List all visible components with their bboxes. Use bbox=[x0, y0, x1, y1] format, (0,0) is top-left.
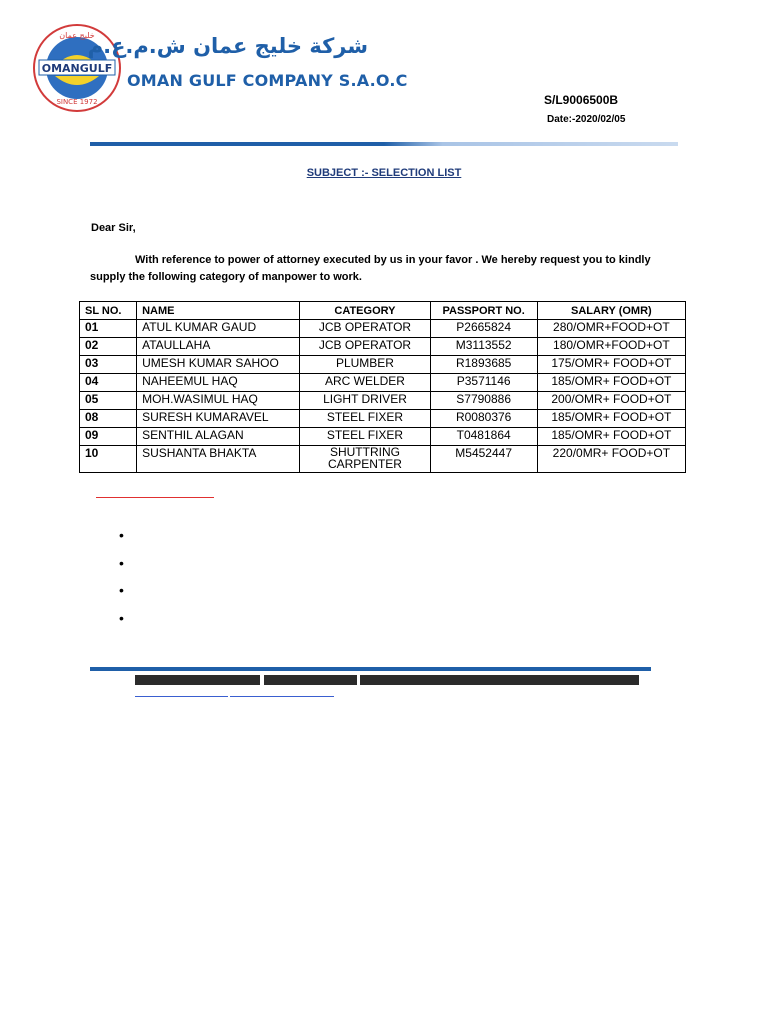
table-header-row bbox=[80, 302, 686, 320]
table-row bbox=[80, 428, 686, 446]
cell-salary: 185/OMR+ FOOD+OT bbox=[537, 410, 685, 428]
company-name-arabic: شركة خليج عمان ش.م.ع.م bbox=[87, 34, 368, 58]
svg-text:خليج عمان: خليج عمان bbox=[59, 31, 95, 40]
bullet-point: • bbox=[119, 527, 124, 543]
cell-salary: 220/0MR+ FOOD+OT bbox=[537, 446, 685, 473]
cell-name: SENTHIL ALAGAN bbox=[137, 428, 300, 446]
cell-passport: M5452447 bbox=[430, 446, 537, 473]
cell-salary: 280/OMR+FOOD+OT bbox=[537, 320, 685, 338]
header-sl-no: SL NO. bbox=[80, 302, 137, 320]
footer-divider bbox=[90, 667, 651, 671]
cell-name: SUSHANTA BHAKTA bbox=[137, 446, 300, 473]
table-row bbox=[80, 446, 686, 473]
cell-category: ARC WELDER bbox=[300, 374, 430, 392]
cell-sl-no: 02 bbox=[80, 338, 137, 356]
cell-sl-no: 09 bbox=[80, 428, 137, 446]
bullet-point: • bbox=[119, 610, 124, 626]
cell-passport: M3113552 bbox=[430, 338, 537, 356]
cell-category: JCB OPERATOR bbox=[300, 320, 430, 338]
cell-salary: 200/OMR+ FOOD+OT bbox=[537, 392, 685, 410]
cell-name: ATAULLAHA bbox=[137, 338, 300, 356]
cell-category: STEEL FIXER bbox=[300, 410, 430, 428]
redacted-text-block bbox=[360, 675, 639, 685]
cell-passport: R0080376 bbox=[430, 410, 537, 428]
cell-passport: P2665824 bbox=[430, 320, 537, 338]
redacted-text-block bbox=[135, 675, 260, 685]
cell-category: LIGHT DRIVER bbox=[300, 392, 430, 410]
redacted-text-block bbox=[264, 675, 357, 685]
redacted-link[interactable] bbox=[135, 696, 228, 697]
cell-name: NAHEEMUL HAQ bbox=[137, 374, 300, 392]
cell-salary: 185/OMR+ FOOD+OT bbox=[537, 374, 685, 392]
cell-sl-no: 01 bbox=[80, 320, 137, 338]
table-row bbox=[80, 392, 686, 410]
header-divider bbox=[90, 142, 678, 146]
cell-name: UMESH KUMAR SAHOO bbox=[137, 356, 300, 374]
cell-sl-no: 10 bbox=[80, 446, 137, 473]
bullet-point: • bbox=[119, 582, 124, 598]
cell-passport: P3571146 bbox=[430, 374, 537, 392]
document-date: Date:-2020/02/05 bbox=[547, 114, 626, 125]
body-paragraph-text: With reference to power of attorney executed by us in your favor . We hereby request you to kindly supply the following category of manpower to work. bbox=[90, 254, 651, 283]
salutation: Dear Sir, bbox=[91, 222, 136, 234]
table-row bbox=[80, 374, 686, 392]
table-row bbox=[80, 356, 686, 374]
header-name: NAME bbox=[137, 302, 300, 320]
company-name-english: OMAN GULF COMPANY S.A.O.C bbox=[127, 71, 408, 90]
cell-category: JCB OPERATOR bbox=[300, 338, 430, 356]
header-category: CATEGORY bbox=[300, 302, 430, 320]
cell-sl-no: 05 bbox=[80, 392, 137, 410]
cell-category: SHUTTRING CARPENTER bbox=[300, 446, 430, 473]
bullet-point: • bbox=[119, 555, 124, 571]
cell-salary: 185/OMR+ FOOD+OT bbox=[537, 428, 685, 446]
table-row bbox=[80, 320, 686, 338]
selection-table bbox=[79, 301, 686, 473]
cell-sl-no: 04 bbox=[80, 374, 137, 392]
cell-salary: 175/OMR+ FOOD+OT bbox=[537, 356, 685, 374]
cell-passport: T0481864 bbox=[430, 428, 537, 446]
redacted-link[interactable] bbox=[230, 696, 334, 697]
cell-passport: S7790886 bbox=[430, 392, 537, 410]
cell-passport: R1893685 bbox=[430, 356, 537, 374]
svg-text:SINCE 1972: SINCE 1972 bbox=[56, 98, 98, 106]
cell-sl-no: 08 bbox=[80, 410, 137, 428]
cell-name: MOH.WASIMUL HAQ bbox=[137, 392, 300, 410]
svg-text:OMANGULF: OMANGULF bbox=[41, 62, 113, 75]
table-row bbox=[80, 410, 686, 428]
cell-sl-no: 03 bbox=[80, 356, 137, 374]
red-underline bbox=[96, 497, 214, 498]
cell-salary: 180/OMR+FOOD+OT bbox=[537, 338, 685, 356]
cell-category: PLUMBER bbox=[300, 356, 430, 374]
body-paragraph bbox=[90, 252, 670, 286]
cell-name: ATUL KUMAR GAUD bbox=[137, 320, 300, 338]
cell-category: STEEL FIXER bbox=[300, 428, 430, 446]
table-row bbox=[80, 338, 686, 356]
header-passport-no: PASSPORT NO. bbox=[430, 302, 537, 320]
reference-number: S/L9006500B bbox=[544, 93, 619, 107]
header-salary: SALARY (OMR) bbox=[537, 302, 685, 320]
cell-name: SURESH KUMARAVEL bbox=[137, 410, 300, 428]
subject-line: SUBJECT :- SELECTION LIST bbox=[306, 167, 462, 179]
